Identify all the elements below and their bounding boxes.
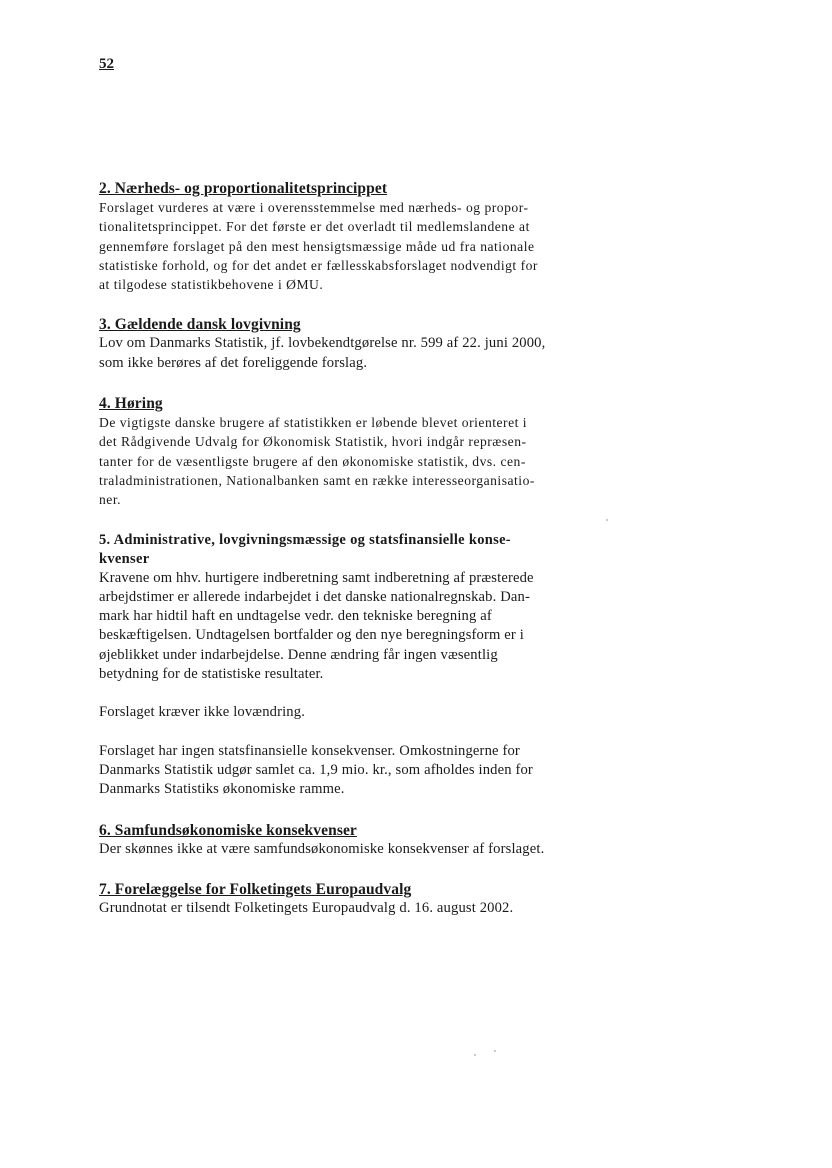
section-text-law: Forslaget kræver ikke lovændring. [99,704,305,721]
text-line: tanter for de væsentligste brugere af den økonomiske statistik, dvs. cen- [99,453,526,469]
section-current-legislation [99,315,629,373]
scan-speck [606,519,608,521]
text-line: tionalitetsprincippet. For det første er det overladt til medlemslandene at [99,219,530,235]
heading-line: kvenser [99,550,150,567]
section-consequences [99,531,629,800]
section-heading: 6. Samfundsøkonomiske konsekvenser [99,821,357,839]
page-number: 52 [99,56,114,72]
text-line: Grundnotat er tilsendt Folketingets Europaudvalg d. 16. august 2002. [99,899,514,916]
text-line: Forslaget vurderes at være i overensstemmelse med nærheds- og propor- [99,200,529,215]
section-socioeconomic [99,821,629,859]
section-text-finance [99,742,629,800]
heading-line: 5. Administrative, lovgivningsmæssige og statsfinansielle konse- [99,531,511,548]
text-line: traladministrationen, Nationalbanken samt en række interesseorganisatio- [99,472,535,488]
section-european-committee [99,880,629,918]
document-body [99,179,629,918]
text-line: arbejdstimer er allerede indarbejdet i det danske nationalregnskab. Dan- [99,588,531,605]
text-line: øjeblikket under indarbejdelse. Denne ændring får ingen væsentlig [99,646,498,663]
text-line: Lov om Danmarks Statistik, jf. lovbekendtgørelse nr. 599 af 22. juni 2000, [99,335,546,352]
section-subsidiarity [99,179,629,294]
text-line: Danmarks Statistik udgør samlet ca. 1,9 mio. kr., som afholdes inden for [99,761,533,778]
section-heading: 2. Nærheds- og proportionalitetsprincippet [99,180,388,197]
text-line: Der skønnes ikke at være samfundsøkonomiske konsekvenser af forslaget. [99,840,545,857]
section-text [99,334,629,373]
text-line: beskæftigelsen. Undtagelsen bortfalder og den nye beregningsform er i [99,627,524,644]
section-heading: 3. Gældende dansk lovgivning [99,316,301,334]
section-consultation [99,394,629,509]
text-line: gennemføre forslaget på den mest hensigtsmæssige måde ud fra nationale [99,238,535,254]
section-heading: 7. Forelæggelse for Folketingets Europaudvalg [99,880,412,898]
section-text [99,569,629,685]
section-text [99,198,629,294]
text-line: Forslaget har ingen statsfinansielle konsekvenser. Omkostningerne for [99,742,520,759]
text-line: det Rådgivende Udvalg for Økonomisk Statistik, hvori indgår repræsen- [99,434,527,450]
text-line: De vigtigste danske brugere af statistikken er løbende blevet orienteret i [99,415,528,431]
text-line: statistiske forhold, og for det andet er fællesskabsforslaget nodvendigt for [99,257,538,273]
text-line: som ikke berøres af det foreliggende forslag. [99,354,368,371]
section-text [99,413,629,509]
section-text [99,840,629,859]
scan-speck [474,1054,476,1056]
text-line: Danmarks Statistiks økonomiske ramme. [99,781,345,798]
text-line: betydning for de statistiske resultater. [99,666,324,683]
text-line: ner. [99,492,122,508]
text-line: Kravene om hhv. hurtigere indberetning samt indberetning af præsterede [99,569,534,586]
section-heading: 4. Høring [99,395,163,413]
text-line: mark har hidtil haft en undtagelse vedr. den tekniske beregning af [99,608,492,625]
scan-speck [494,1050,496,1052]
text-line: at tilgodese statistikbehovene i ØMU. [99,277,324,293]
section-text [99,899,629,918]
section-heading [99,531,629,569]
